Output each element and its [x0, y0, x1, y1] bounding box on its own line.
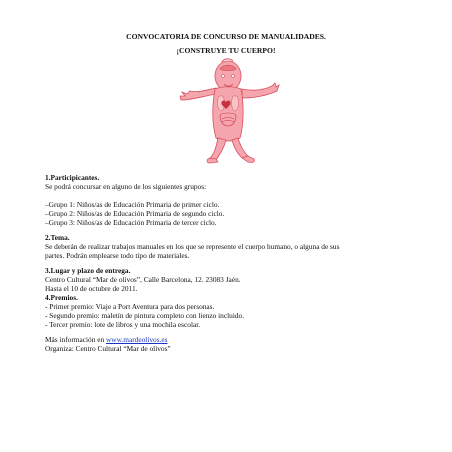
section-heading-theme: 2.Tema.	[45, 233, 70, 242]
website-link[interactable]: www.mardeolivos.es	[105, 335, 168, 344]
human-body-illustration-graphic	[176, 56, 280, 166]
prize-item: - Tercer premio: lote de libros y una mochila escolar.	[45, 320, 201, 329]
theme-text-line: partes. Podrán emplearse todo tipo de materiales.	[45, 251, 190, 260]
group-item: –Grupo 3: Niños/as de Educación Primaria de tercer ciclo.	[45, 218, 217, 227]
participants-intro: Se podrá concursar en alguno de los siguientes grupos:	[45, 182, 207, 191]
section-heading-place: 3.Lugar y plazo de entrega.	[45, 266, 131, 275]
document-body	[45, 173, 425, 353]
organizer-line: Organiza: Centro Cultural “Mar de olivos”	[45, 344, 171, 353]
section-heading-participants: 1.Participicantes.	[45, 173, 100, 182]
delivery-deadline: Hasta el 10 de octubre de 2011.	[45, 284, 138, 293]
delivery-address: Centro Cultural “Mar de olivos”, Calle Barcelona, 12. 23083 Jaén.	[45, 275, 241, 284]
document-title: CONVOCATORIA DE CONCURSO DE MANUALIDADES.	[126, 32, 326, 41]
spacer	[45, 191, 425, 200]
prize-item: - Segundo premio: maletín de pintura completo con lienzo incluido.	[45, 311, 245, 320]
section-heading-prizes: 4.Premios.	[45, 293, 78, 302]
theme-text-line: Se deberán de realizar trabajos manuales en los que se represente el cuerpo humano, o alguna de sus	[45, 242, 340, 251]
group-item: –Grupo 1: Niños/as de Educación Primaria de primer ciclo.	[45, 200, 220, 209]
more-info-line	[45, 335, 425, 344]
human-body-illustration	[176, 56, 280, 166]
group-item: –Grupo 2: Niños/as de Educación Primaria de segundo ciclo.	[45, 209, 225, 218]
document-subtitle: ¡CONSTRUYE TU CUERPO!	[176, 46, 276, 55]
more-info-prefix: Más información en	[45, 335, 106, 344]
prize-item: - Primer premio: Viaje a Port Aventura para dos personas.	[45, 302, 215, 311]
